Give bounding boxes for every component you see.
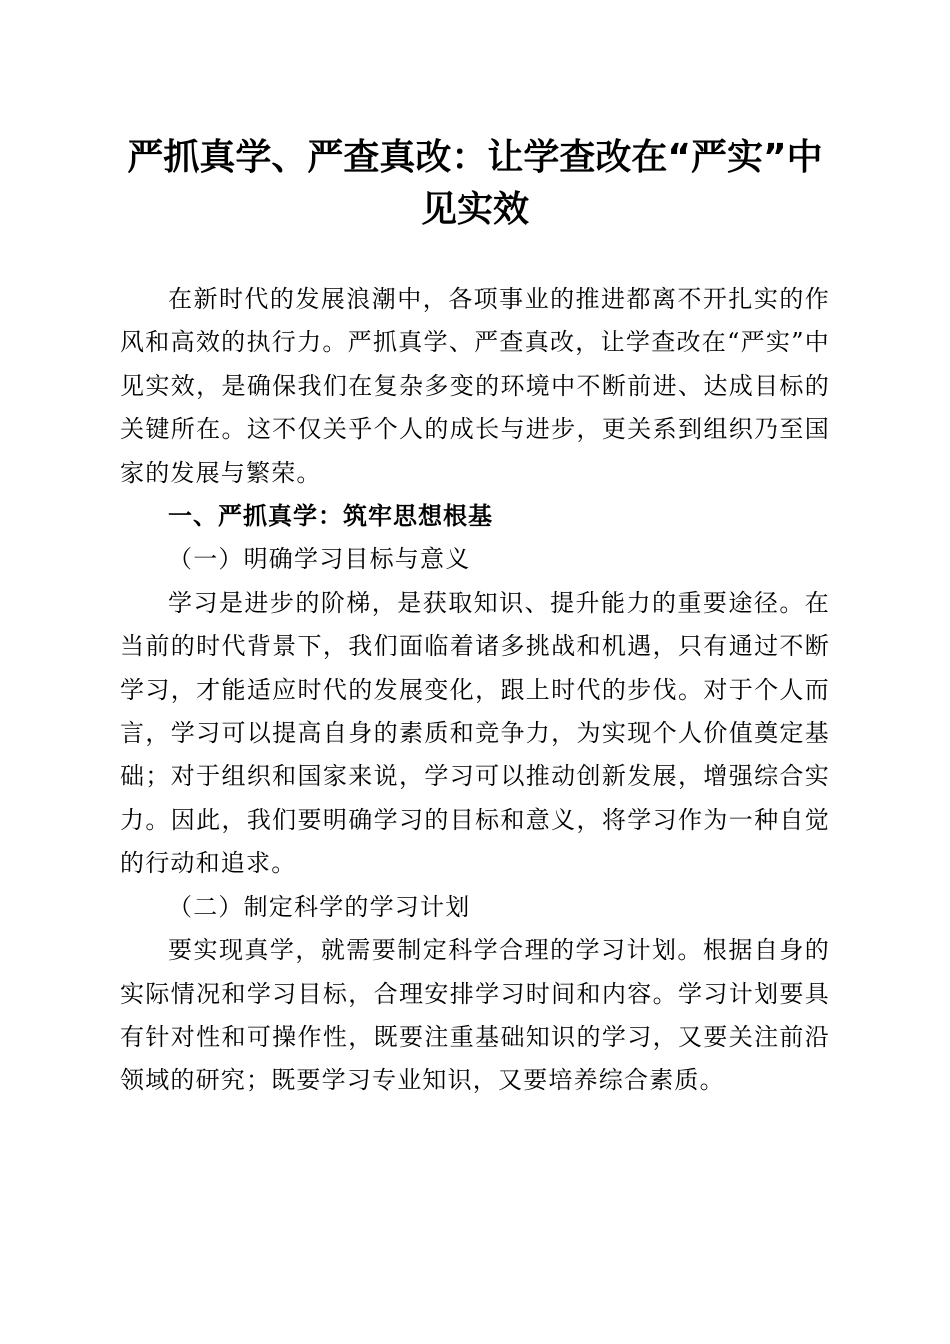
document-body <box>120 278 830 1103</box>
subsection-heading: （一）明确学习目标与意义 <box>168 545 471 574</box>
subsection-heading: （二）制定科学的学习计划 <box>168 892 471 921</box>
body-paragraph: 要实现真学，就需要制定科学合理的学习计划。根据自身的实际情况和学习目标，合理安排学习时间和内容。学习计划要具有针对性和可操作性，既要注重基础知识的学习，又要关注前沿领域的研究；既要学习专业知识，又要培养综合素质。 <box>120 936 830 1095</box>
intro-paragraph: 在新时代的发展浪潮中，各项事业的推进都离不开扎实的作风和高效的执行力。严抓真学、严查真改，让学查改在“严实”中见实效，是确保我们在复杂多变的环境中不断前进、达成目标的关键所在。这不仅关乎个人的成长与进步，更关系到组织乃至国家的发展与繁荣。 <box>120 285 830 487</box>
body-paragraph: 学习是进步的阶梯，是获取知识、提升能力的重要途径。在当前的时代背景下，我们面临着诸多挑战和机遇，只有通过不断学习，才能适应时代的发展变化，跟上时代的步伐。对于个人而言，学习可以提高自身的素质和竞争力，为实现个人价值奠定基础；对于组织和国家来说，学习可以推动创新发展，增强综合实力。因此，我们要明确学习的目标和意义，将学习作为一种自觉的行动和追求。 <box>120 588 830 878</box>
section-heading: 一、严抓真学：筑牢思想根基 <box>168 502 493 531</box>
document-title: 严抓真学、严查真改：让学查改在“严实”中见实效 <box>127 137 823 230</box>
